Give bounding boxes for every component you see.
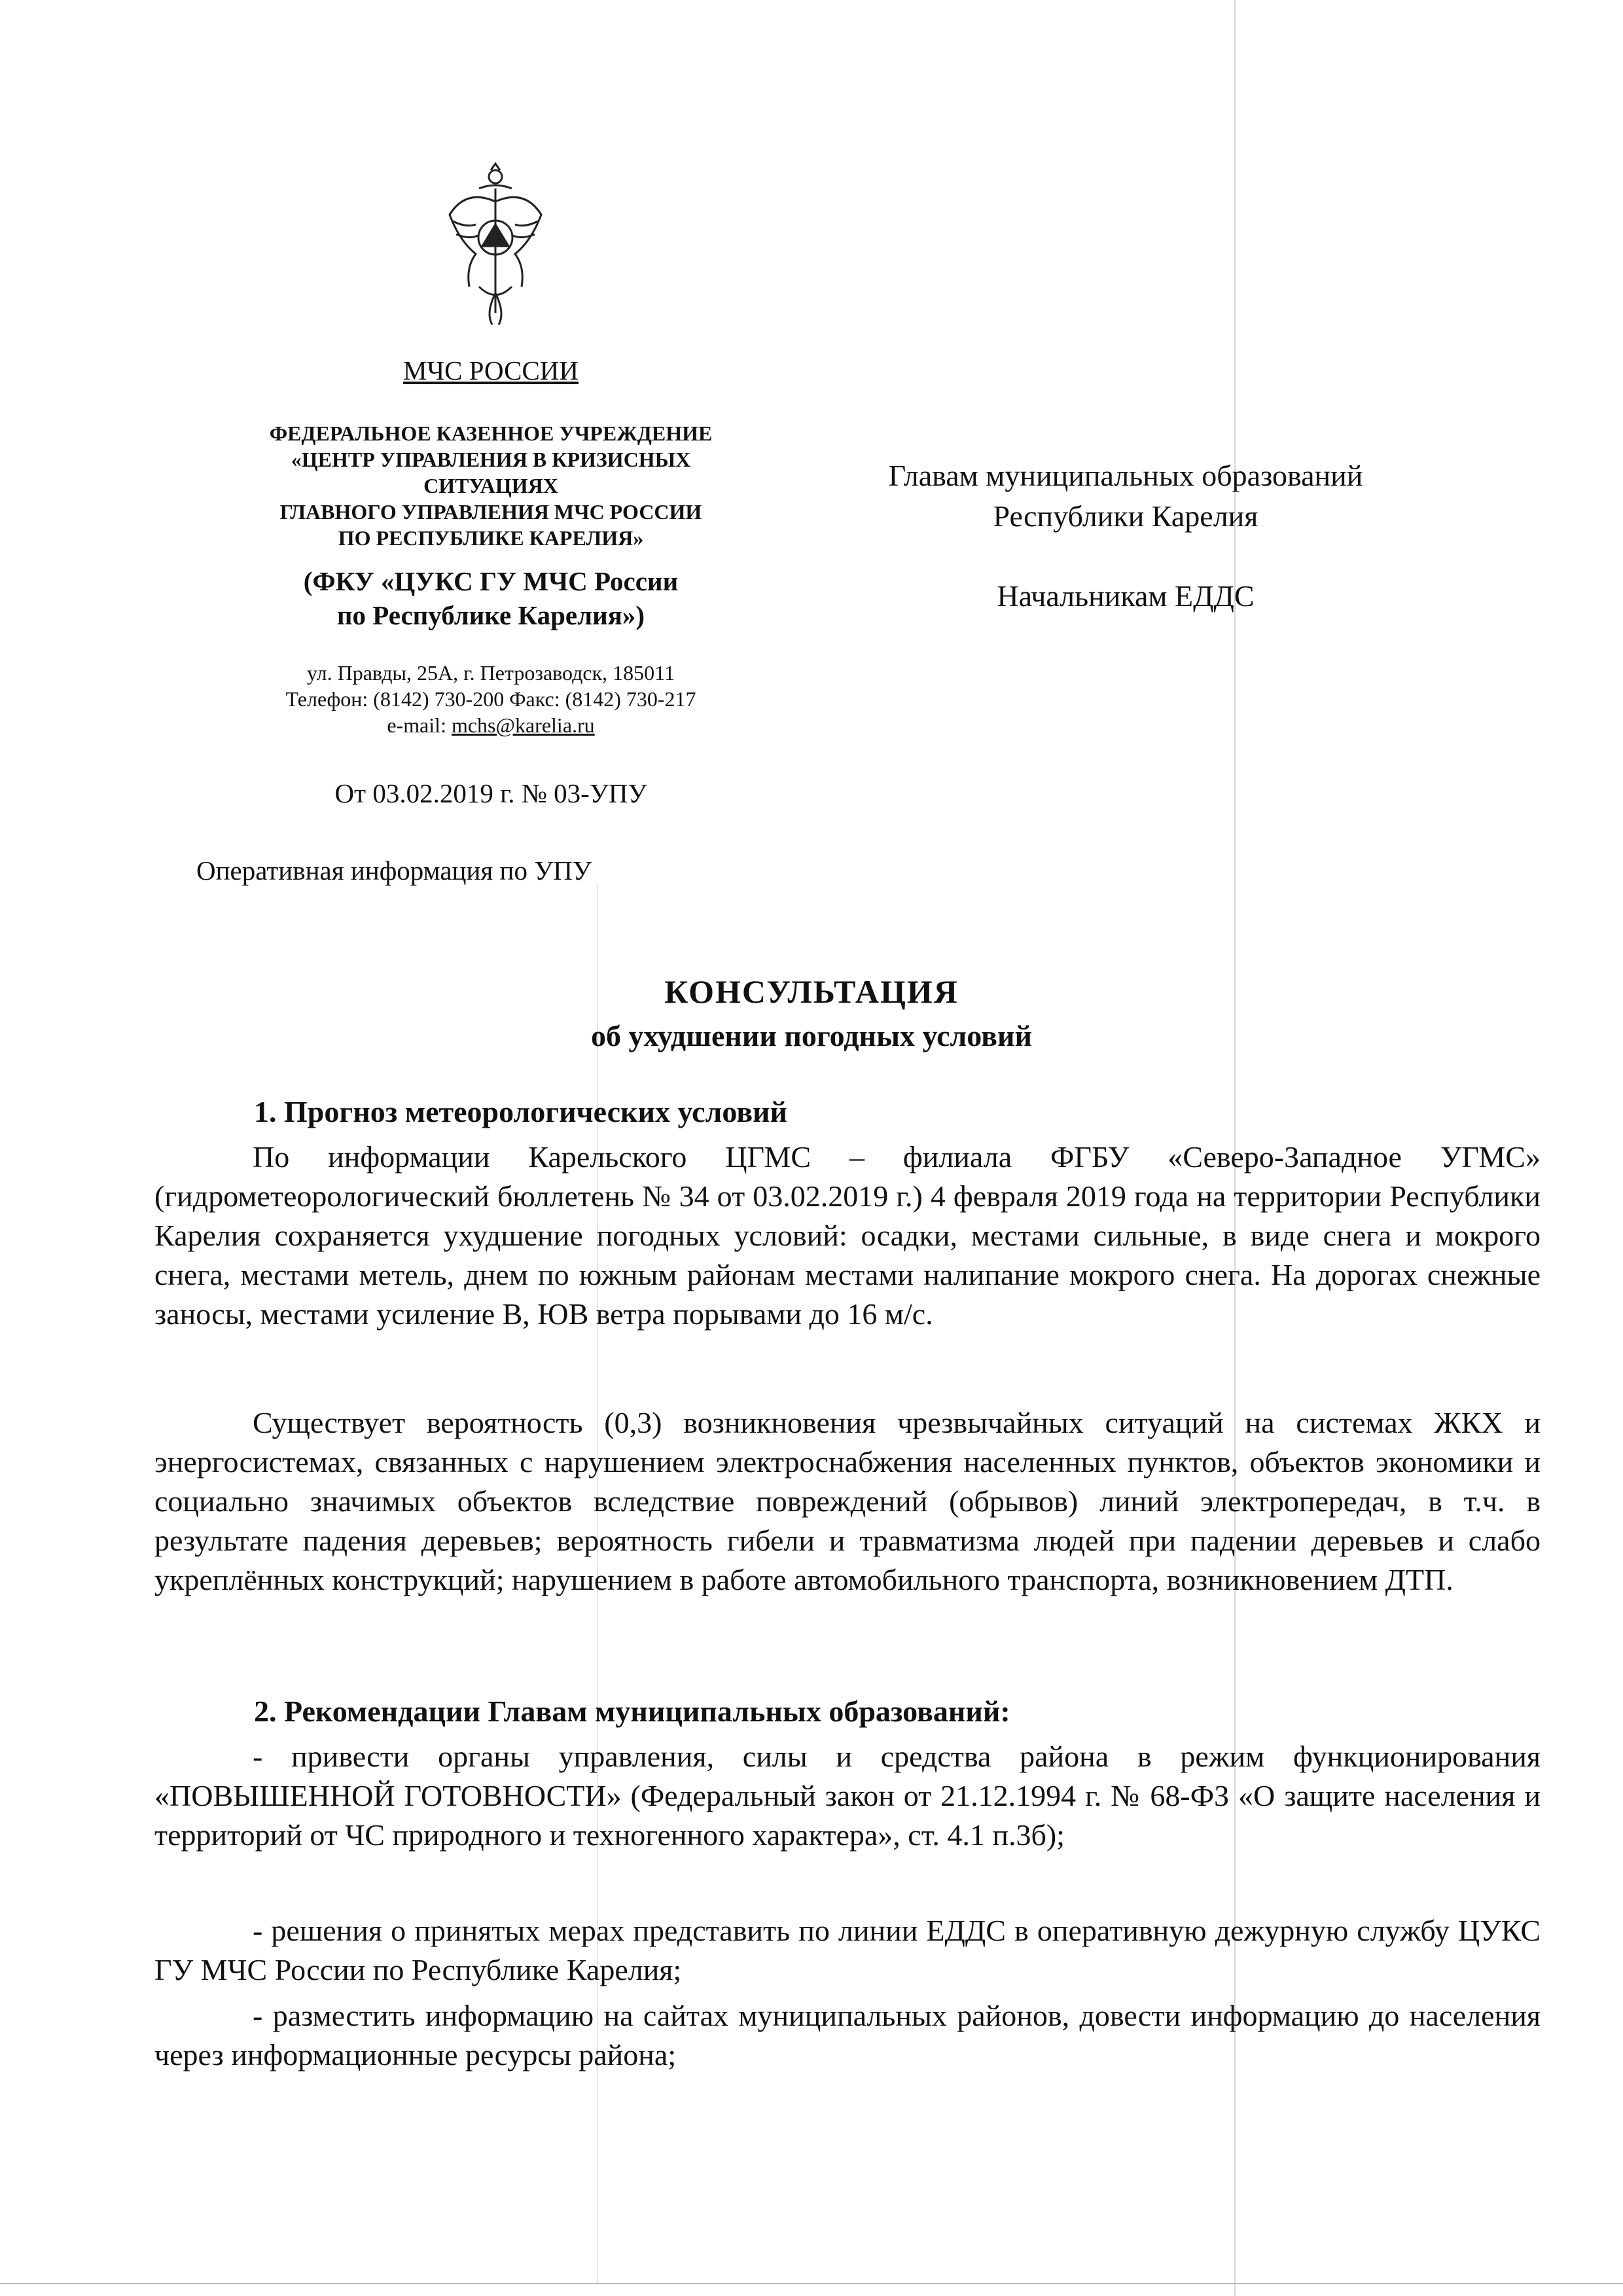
organization-contacts: [196, 660, 785, 738]
section-paragraph: По информации Карельского ЦГМС – филиала ФГБУ «Северо-Западное УГМС» (гидрометеорологический бюллетень № 34 от 03.02.2019 г.) 4 февраля 2019 года на территории Республики Карелия сохраняется ухудшение погодных условий: осадки, местами сильные, в виде снега и мокрого снега, местами метель, днем по южным районам местами налипание мокрого снега. На дорогах снежные заносы, местами усиление В, ЮВ ветра порывами до 16 м/с.: [154, 1140, 1541, 1331]
recipient-line: Республики Карелия: [993, 499, 1258, 533]
email-link[interactable]: mchs@karelia.ru: [451, 713, 595, 737]
recipient-line: Главам муниципальных образований: [888, 459, 1363, 492]
organization-email-line: [196, 712, 785, 738]
organization-name-line: «ЦЕНТР УПРАВЛЕНИЯ В КРИЗИСНЫХ: [291, 448, 691, 471]
document-number: От 03.02.2019 г. № 03-УПУ: [334, 778, 647, 808]
organization-short-name-line: по Республике Карелия»): [336, 600, 645, 630]
section-heading: 2. Рекомендации Главам муниципальных образований:: [254, 1695, 1010, 1728]
scan-edge-line: [0, 2283, 1623, 2284]
section-paragraph: Существует вероятность (0,3) возникновения чрезвычайных ситуаций на системах ЖКХ и энергосистемах, связанных с нарушением электроснабжения населенных пунктов, объектов экономики и социально значимых объектов вследствие повреждений (обрывов) линий электропередач, в т.ч. в результате падения деревьев; вероятность гибели и травматизма людей при падении деревьев и слабо укреплённых конструкций; нарушением в работе автомобильного транспорта, возникновением ДТП.: [154, 1406, 1541, 1596]
organization-name: [196, 420, 785, 551]
ministry-name: МЧС РОССИИ: [402, 355, 579, 386]
organization-short-name-line: (ФКУ «ЦУКС ГУ МЧС России: [303, 566, 679, 596]
organization-short-name: [196, 564, 785, 632]
organization-name-line: ПО РЕСПУБЛИКЕ КАРЕЛИЯ»: [338, 526, 644, 550]
document-title: КОНСУЛЬТАЦИЯ: [664, 973, 959, 1010]
organization-name-line: ФЕДЕРАЛЬНОЕ КАЗЕННОЕ УЧРЕЖДЕНИЕ: [269, 422, 713, 445]
organization-name-line: СИТУАЦИЯХ: [423, 474, 558, 497]
recipient-line: Начальникам ЕДДС: [997, 579, 1255, 613]
organization-phone: Телефон: (8142) 730-200 Факс: (8142) 730-217: [285, 687, 696, 711]
organization-address: ул. Правды, 25А, г. Петрозаводск, 185011: [307, 661, 675, 685]
email-label: e-mail:: [387, 713, 452, 737]
recommendation-item: - решения о принятых мерах представить по линии ЕДДС в оперативную дежурную службу ЦУКС ГУ МЧС России по Республике Карелия;: [154, 1914, 1541, 1986]
document-subtitle: об ухудшении погодных условий: [590, 1019, 1032, 1052]
organization-name-line: ГЛАВНОГО УПРАВЛЕНИЯ МЧС РОССИИ: [279, 500, 702, 524]
recipients-block: [825, 456, 1427, 537]
document-subject: Оперативная информация по УПУ: [196, 855, 592, 886]
emchs-emblem-icon: [440, 162, 551, 326]
recommendation-item: - разместить информацию на сайтах муниципальных районов, довести информацию до населения через информационные ресурсы района;: [154, 1999, 1541, 2072]
recommendation-item: - привести органы управления, силы и средства района в режим функционирования «ПОВЫШЕННОЙ ГОТОВНОСТИ» (Федеральный закон от 21.12.1994 г. № 68-ФЗ «О защите населения и территорий от ЧС природного и техногенного характера», ст. 4.1 п.3б);: [154, 1740, 1541, 1852]
section-heading: 1. Прогноз метеорологических условий: [254, 1095, 788, 1128]
